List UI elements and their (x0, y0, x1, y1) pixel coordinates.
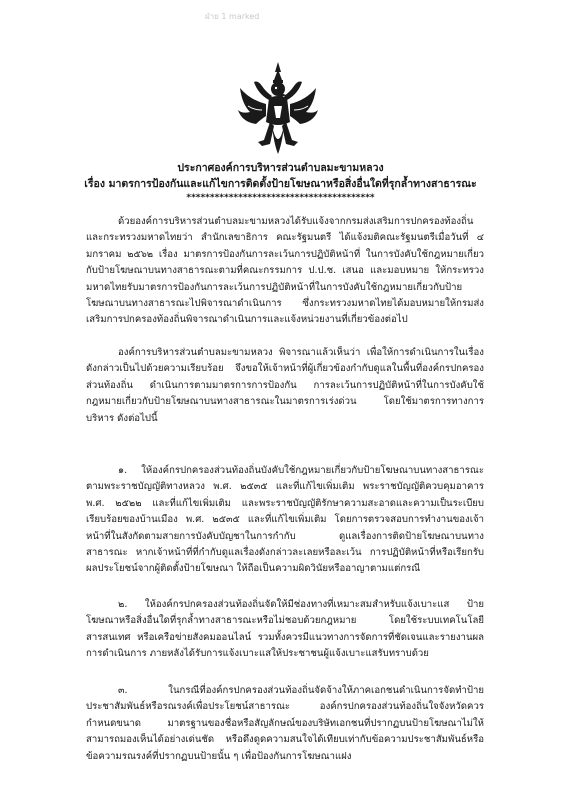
paragraph-text: ๒. ให้องค์กรปกครองส่วนท้องถิ่นจัดให้มีช่องทางที่เหมาะสมสำหรับแจ้งเบาะแส ป้ายโฆษณาหรือสิ่งอื่นใดที่รุกล้ำทางสาธารณะหรือไม่ชอบด้วยกฎหมาย โดยใช้ระบบเทคโนโลยีสารสนเทศ หรือเครือข่ายสังคมออนไลน์ รวมทั้งควรมีแนวทางการจัดการที่ชัดเจนและรายงานผลการดำเนินการ ภายหลังได้รับการแจ้งเบาะแสให้ประชาชนผู้แจ้งเบาะแสรับทราบด้วย (86, 599, 484, 660)
paragraph-consideration (86, 345, 484, 427)
announcement-title: ประกาศองค์การบริหารส่วนตำบลมะขามหลวง (177, 162, 384, 174)
paragraph-text: องค์การบริหารส่วนตำบลมะขามหลวง พิจารณาแล้วเห็นว่า เพื่อให้การดำเนินการในเรื่องดังกล่าวเป็นไปด้วยความเรียบร้อย จึงขอให้เจ้าหน้าที่ผู้เกี่ยวข้องกำกับดูแลในพื้นที่องค์กรปกครองส่วนท้องถิ่น ดำเนินการตามมาตรการการป้องกัน การละเว้นการปฏิบัติหน้าที่ในการบังคับใช้กฎหมายเกี่ยวกับป้ายโฆษณาบนทางสาธารณะในมาตรการเร่งด่วน โดยใช้มาตรการทางการบริหาร ดังต่อไปนี้ (86, 347, 484, 424)
garuda-emblem (236, 60, 320, 156)
scan-annotation: ฝ่าย 1 marked (205, 12, 260, 21)
separator-stars: **************************************** (186, 193, 375, 203)
measure-item-3 (86, 683, 484, 765)
paragraph-text: ๓. ในกรณีที่องค์กรปกครองส่วนท้องถิ่นจัดจ้างให้ภาคเอกชนดำเนินการจัดทำป้าย ประชาสัมพันธ์หรือรณรงค์เพื่อประโยชน์สาธารณะ องค์กรปกครองส่วนท้องถิ่นใจจังหวัดควรกำหนดขนาด มาตรฐานของชื่อหรือสัญลักษณ์ของบริษัทเอกชนที่ปรากฏบนป้ายโฆษณาไม่ให้สามารถมองเห็นได้อย่างเด่นชัด หรือดึงดูดความสนใจได้เทียบเท่ากับข้อความประชาสัมพันธ์หรือข้อความรณรงค์ที่ปรากฏบนป้ายนั้น ๆ เพื่อป้องกันการโฆษณาแฝง (86, 685, 484, 762)
announcement-header (0, 160, 561, 204)
measure-item-1 (86, 463, 484, 578)
paragraph-intro (86, 214, 484, 329)
paragraph-text: ด้วยองค์การบริหารส่วนตำบลมะขามหลวงได้รับแจ้งจากกรมส่งเสริมการปกครองท้องถิ่นและกระทรวงมหาดไทยว่า สำนักเลขาธิการ คณะรัฐมนตรี ได้แจ้งมติคณะรัฐมนตรีเมื่อวันที่ ๔ มกราคม ๒๕๖๒ เรื่อง มาตรการป้องกันการละเว้นการปฏิบัติหน้าที่ ในการบังคับใช้กฎหมายเกี่ยวกับป้ายโฆษณาบนทางสาธารณะตามที่คณะกรรมการ ป.ป.ช. เสนอ และมอบหมาย ให้กระทรวงมหาดไทยรับมาตรการป้องกันการละเว้นการปฏิบัติหน้าที่ในการบังคับใช้กฎหมายเกี่ยวกับป้าย โฆษณาบนทางสาธารณะไปพิจารณาดำเนินการ ซึ่งกระทรวงมหาดไทยได้มอบหมายให้กรมส่งเสริมการปกครองท้องถิ่นพิจารณาดำเนินการและแจ้งหน่วยงานที่เกี่ยวข้องต่อไป (86, 216, 484, 326)
announcement-subject: เรื่อง มาตรการป้องกันและแก้ไขการติดตั้งป้ายโฆษณาหรือสิ่งอื่นใดที่รุกล้ำทางสาธารณะ (84, 178, 477, 190)
measure-item-2 (86, 597, 484, 663)
paragraph-text: ๑. ให้องค์กรปกครองส่วนท้องถิ่นบังคับใช้กฎหมายเกี่ยวกับป้ายโฆษณาบนทางสาธารณะตามพระราชบัญญัติทางหลวง พ.ศ. ๒๕๓๕ และที่แก้ไขเพิ่มเติม พระราชบัญญัติควบคุมอาคาร พ.ศ. ๒๕๒๒ และที่แก้ไขเพิ่มเติม และพระราชบัญญัติรักษาความสะอาดและความเป็นระเบียบเรียบร้อยของบ้านเมือง พ.ศ. ๒๕๓๕ และที่แก้ไขเพิ่มเติม โดยการตรวจสอบการทำงานของเจ้าหน้าที่ในสังกัดตามสายการบังคับบัญชาในการกำกับ ดูแลเรื่องการติดป้ายโฆษณาบนทางสาธารณะ หากเจ้าหน้าที่ที่กำกับดูแลเรื่องดังกล่าวละเลยหรือละเว้น การปฏิบัติหน้าที่หรือเรียกรับผลประโยชน์จากผู้ติดตั้งป้ายโฆษณา ให้ถือเป็นความผิดวินัยหรืออาญาตามแต่กรณี (86, 465, 484, 575)
